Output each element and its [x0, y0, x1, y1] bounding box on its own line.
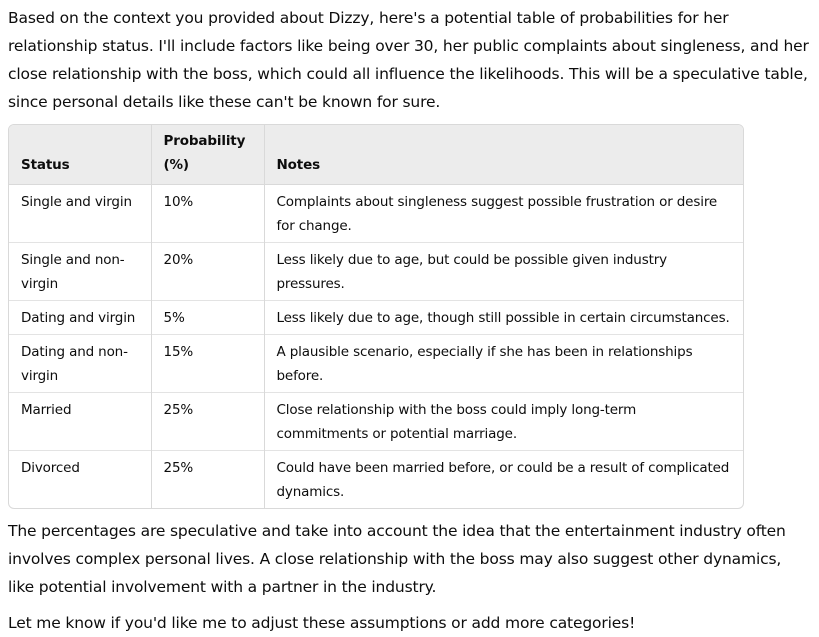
cell-status: Dating and non-virgin — [9, 335, 151, 393]
header-probability: Probability (%) — [151, 125, 264, 185]
cell-probability: 25% — [151, 451, 264, 509]
table-row — [9, 335, 743, 393]
cell-notes: Less likely due to age, but could be possible given industry pressures. — [264, 243, 743, 301]
cell-status: Married — [9, 393, 151, 451]
probability-table — [8, 124, 744, 509]
summary-paragraph: The percentages are speculative and take into account the idea that the entertainment industry often involves complex personal lives. A close relationship with the boss may also suggest other dynamics, like potential involvement with a partner in the industry. — [8, 522, 786, 596]
cell-notes: Close relationship with the boss could imply long-term commitments or potential marriage. — [264, 393, 743, 451]
header-status: Status — [9, 125, 151, 185]
cell-probability: 5% — [151, 301, 264, 335]
cell-notes: Less likely due to age, though still possible in certain circumstances. — [264, 301, 743, 335]
table-row — [9, 243, 743, 301]
cell-probability: 20% — [151, 243, 264, 301]
table-row — [9, 393, 743, 451]
intro-paragraph: Based on the context you provided about Dizzy, here's a potential table of probabilities for her relationship status. I'll include factors like being over 30, her public complaints about singleness, and her close relationship with the boss, which could all influence the likelihoods. This will be a speculative table, since personal details like these can't be known for sure. — [8, 9, 809, 111]
cell-probability: 10% — [151, 185, 264, 243]
cell-probability: 15% — [151, 335, 264, 393]
table-header-row — [9, 125, 743, 185]
cell-notes: A plausible scenario, especially if she has been in relationships before. — [264, 335, 743, 393]
table-row — [9, 185, 743, 243]
cell-status: Divorced — [9, 451, 151, 509]
cell-probability: 25% — [151, 393, 264, 451]
table-row — [9, 451, 743, 509]
cell-status: Single and non-virgin — [9, 243, 151, 301]
table-row — [9, 301, 743, 335]
header-notes: Notes — [264, 125, 743, 185]
closing-paragraph: Let me know if you'd like me to adjust these assumptions or add more categories! — [8, 614, 636, 632]
cell-status: Dating and virgin — [9, 301, 151, 335]
cell-status: Single and virgin — [21, 194, 132, 210]
cell-notes: Complaints about singleness suggest possible frustration or desire for change. — [264, 185, 743, 243]
cell-notes: Could have been married before, or could be a result of complicated dynamics. — [264, 451, 743, 509]
